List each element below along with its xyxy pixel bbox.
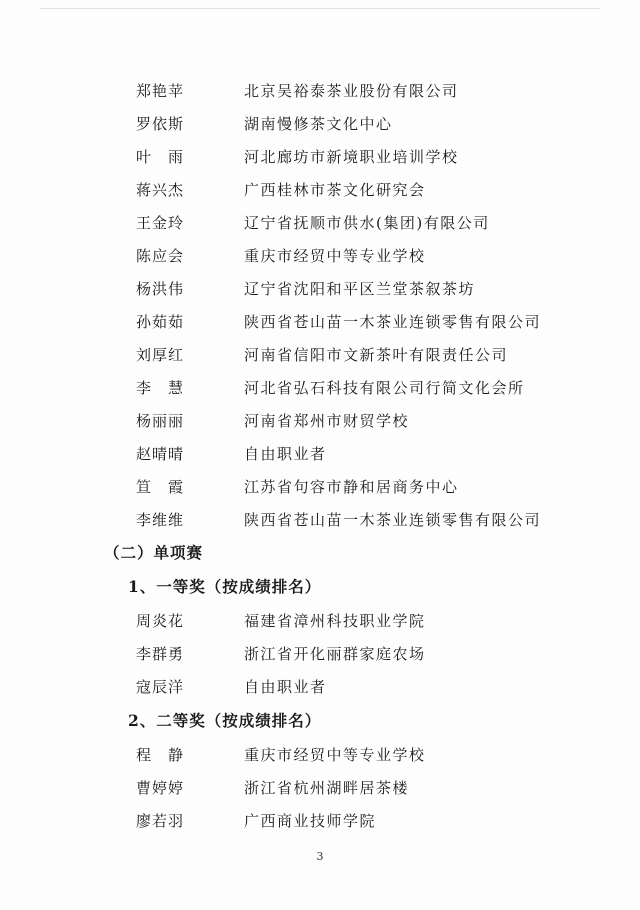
organization: 辽宁省抚顺市供水(集团)有限公司	[244, 214, 490, 232]
person-name: 笪 霞	[136, 478, 185, 496]
person-name: 孙茹茹	[136, 313, 185, 331]
organization: 辽宁省沈阳和平区兰堂茶叙茶坊	[244, 280, 476, 298]
person-name: 叶 雨	[136, 148, 185, 166]
organization: 北京吴裕泰茶业股份有限公司	[244, 82, 459, 100]
person-name: 郑艳苹	[136, 82, 185, 100]
person-name: 王金玲	[136, 214, 185, 232]
organization: 河北廊坊市新境职业培训学校	[244, 148, 459, 166]
organization: 自由职业者	[244, 678, 327, 696]
organization: 江苏省句容市静和居商务中心	[244, 478, 459, 496]
organization: 广西桂林市茶文化研究会	[244, 181, 426, 199]
person-name: 刘厚红	[136, 346, 185, 364]
organization: 河南省信阳市文新茶叶有限责任公司	[244, 346, 509, 364]
person-name: 赵晴晴	[136, 445, 185, 463]
person-name: 李群勇	[136, 645, 185, 663]
organization: 重庆市经贸中等专业学校	[244, 746, 426, 764]
organization: 重庆市经贸中等专业学校	[244, 247, 426, 265]
scan-edge-line	[40, 8, 600, 9]
person-name: 李维维	[136, 511, 185, 529]
organization: 浙江省杭州湖畔居茶楼	[244, 779, 410, 797]
person-name: 李 慧	[136, 379, 185, 397]
organization: 福建省漳州科技职业学院	[244, 612, 426, 630]
page-number: 3	[316, 850, 324, 863]
organization: 自由职业者	[244, 445, 327, 463]
organization: 广西商业技师学院	[244, 812, 377, 830]
section-heading: （二）单项赛	[104, 543, 204, 562]
organization: 河南省郑州市财贸学校	[244, 412, 410, 430]
organization: 陕西省苍山苗一木茶业连锁零售有限公司	[244, 313, 542, 331]
person-name: 廖若羽	[136, 812, 185, 830]
person-name: 陈应会	[136, 247, 185, 265]
organization: 湖南慢修茶文化中心	[244, 115, 393, 133]
second-prize-heading: 2、二等奖（按成绩排名）	[128, 711, 322, 730]
organization: 陕西省苍山苗一木茶业连锁零售有限公司	[244, 511, 542, 529]
person-name: 周炎花	[136, 612, 185, 630]
organization: 浙江省开化丽群家庭农场	[244, 645, 426, 663]
person-name: 程 静	[136, 746, 185, 764]
person-name: 杨洪伟	[136, 280, 185, 298]
person-name: 杨丽丽	[136, 412, 185, 430]
person-name: 寇辰洋	[136, 678, 185, 696]
person-name: 蒋兴杰	[136, 181, 185, 199]
person-name: 曹婷婷	[136, 779, 185, 797]
first-prize-heading: 1、一等奖（按成绩排名）	[128, 577, 322, 596]
person-name: 罗依斯	[136, 115, 185, 133]
organization: 河北省弘石科技有限公司行简文化会所	[244, 379, 525, 397]
